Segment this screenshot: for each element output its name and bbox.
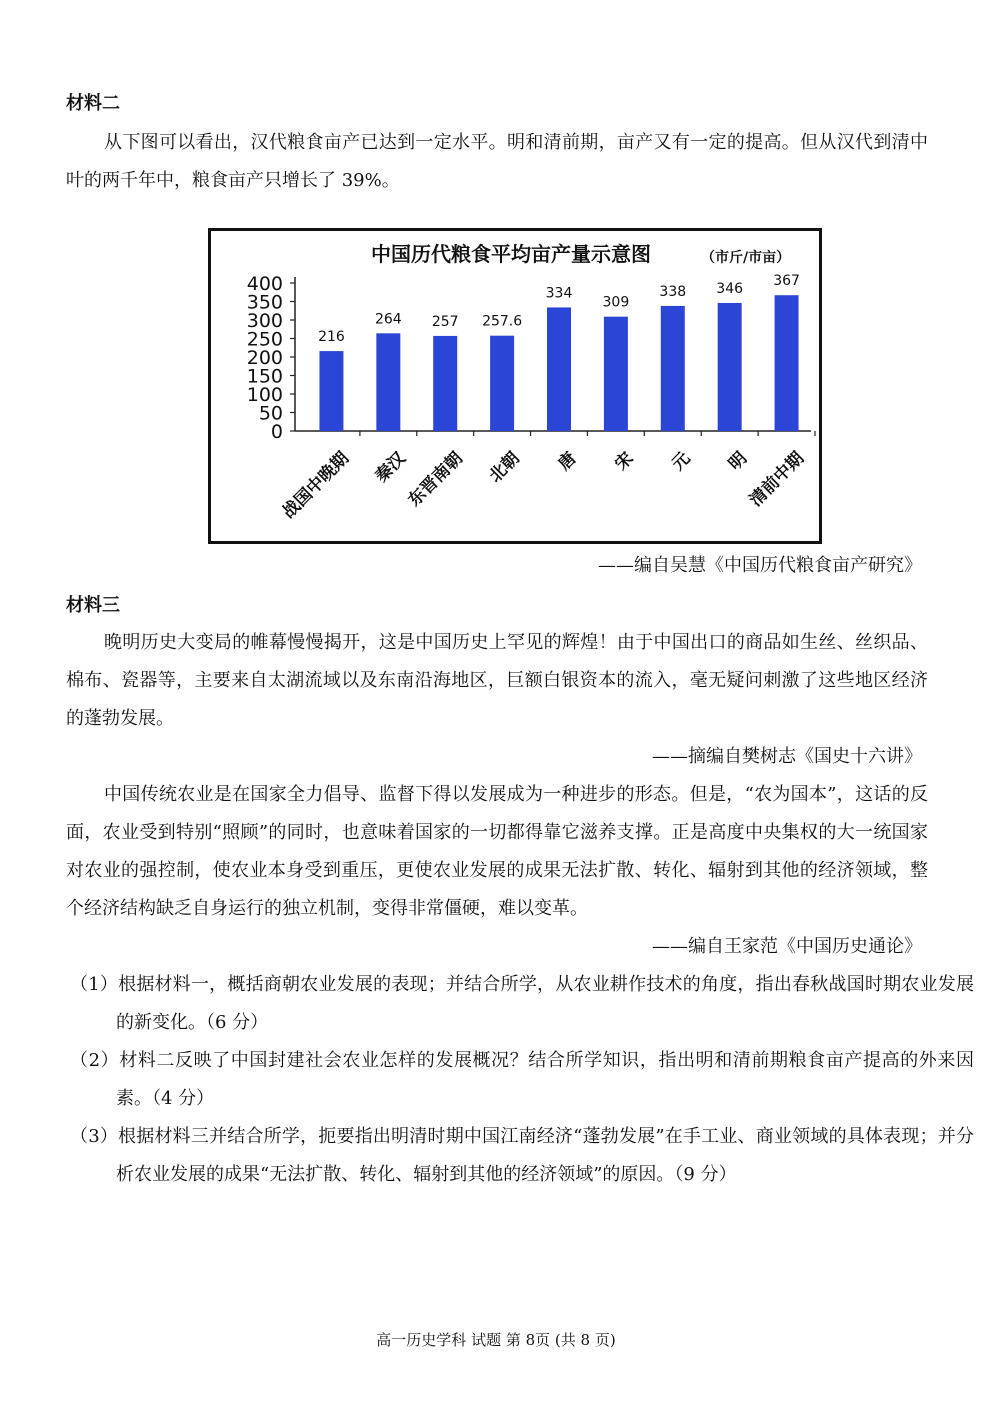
y-tick-label: 350 [246,291,283,314]
x-category-label: 清前中期 [745,448,809,511]
chart-bar [319,351,343,431]
chart-bar [718,303,742,431]
bar-value-label: 338 [659,283,687,300]
chart-unit: （市斤/市亩） [701,250,791,266]
bar-value-label: 257 [431,313,459,330]
bar-value-label: 309 [602,294,630,311]
y-tick-label: 200 [246,347,283,369]
chart-bar [547,307,571,431]
bar-value-label: 257.6 [482,313,523,330]
material-three-source-1: ——摘编自樊树志《国史十六讲》 [652,746,922,767]
x-category-label: 明 [725,448,752,475]
material-two-heading: 材料二 [66,93,120,114]
chart-bar [490,336,514,431]
bar-value-label: 367 [773,273,800,290]
question-3: （3）根据材料三并结合所学，扼要指出明清时期中国江南经济“蓬勃发展”在手工业、商业领域的具体表现；并分析农业发展的成果“无法扩散、转化、辐射到其他的经济领域”的原因。（9 分） [70,1126,974,1185]
y-tick-label: 100 [246,384,283,406]
page-footer: 高一历史学科 试题 第 8页 (共 8 页) [376,1331,616,1349]
material-three-paragraph-2: 中国传统农业是在国家全力倡导、监督下得以发展成为一种进步的形态。但是，“农为国本”，这话的反面，农业受到特别“照顾”的同时，也意味着国家的一切都得靠它滋养支撑。正是高度中央集权的大一统国家对农业的强控制，使农业本身受到重压，更使农业发展的成果无法扩散、转化、辐射到其他的经济领域，整个经济结构缺乏自身运行的独立机制，变得非常僵硬，难以变革。 [66,784,928,919]
chart-bar [433,336,457,431]
x-category-label: 东晋南朝 [404,448,467,511]
material-three-paragraph-1: 晚明历史大变局的帷幕慢慢揭开，这是中国历史上罕见的辉煌！由于中国出口的商品如生丝、丝织品、棉布、瓷器等，主要来自太湖流域以及东南沿海地区，巨额白银资本的流入，毫无疑问刺激了这些地区经济的蓬勃发展。 [66,632,928,729]
x-category-label: 战国中晚期 [278,448,353,523]
bar-value-label: 334 [545,285,573,302]
y-tick-label: 300 [246,310,283,332]
x-category-label: 秦汉 [371,448,410,487]
y-tick-label: 250 [246,328,283,351]
bar-value-label: 264 [374,311,402,328]
x-category-label: 北朝 [485,448,524,487]
material-two-paragraph: 从下图可以看出，汉代粮食亩产已达到一定水平。明和清前期，亩产又有一定的提高。但从汉代到清中叶的两千年中，粮食亩产只增长了 39%。 [66,132,928,191]
grain-yield-chart [208,228,822,544]
chart-bar [775,295,799,431]
chart-bar [376,333,400,431]
bar-value-label: 216 [318,329,345,346]
y-tick-label: 50 [258,402,283,425]
material-two-source: ——编自吴慧《中国历代粮食亩产研究》 [598,555,922,576]
x-category-label: 唐 [554,448,581,475]
y-tick-label: 400 [246,273,283,295]
question-2: （2）材料二反映了中国封建社会农业怎样的发展概况？结合所学知识，指出明和清前期粮食亩产提高的外来因素。（4 分） [70,1050,974,1109]
y-tick-label: 0 [270,421,283,443]
material-three-heading: 材料三 [66,595,120,616]
material-three-source-2: ——编自王家范《中国历史通论》 [652,936,922,957]
bar-value-label: 346 [716,280,744,297]
x-category-label: 元 [668,448,695,475]
question-1: （1）根据材料一，概括商朝农业发展的表现；并结合所学，从农业耕作技术的角度，指出春秋战国时期农业发展的新变化。（6 分） [70,974,974,1033]
y-tick-label: 150 [246,365,283,388]
chart-canvas [211,231,819,541]
x-category-label: 宋 [611,448,638,475]
chart-bar [604,317,628,431]
chart-title: 中国历代粮食平均亩产量示意图 [371,242,651,266]
chart-bar [661,306,685,431]
